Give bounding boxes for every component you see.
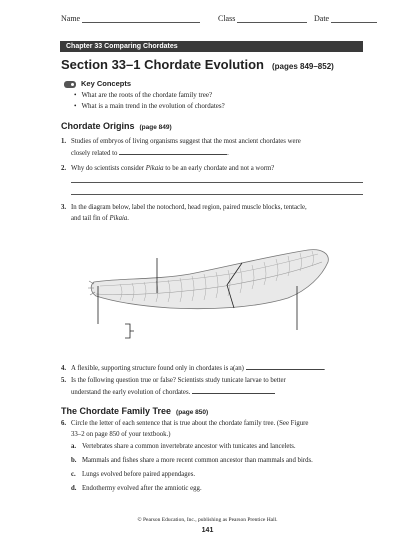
section-title (61, 57, 334, 72)
q4-text: A flexible, supporting structure found only in chordates is a(an) (71, 365, 244, 372)
key-concept-item: • What are the roots of the chordate family tree? (74, 91, 212, 99)
family-heading (61, 406, 208, 416)
question-1 (61, 136, 366, 159)
option-letter[interactable]: c. (71, 471, 76, 478)
family-pages: (page 850) (176, 409, 209, 416)
date-label: Date (314, 14, 330, 23)
section-title-text: Section 33–1 Chordate Evolution (61, 57, 264, 72)
pikaia-body (88, 250, 328, 309)
q3-text-2b: . (127, 215, 129, 222)
name-field (61, 14, 200, 23)
key-concepts-label: Key Concepts (81, 79, 132, 88)
q5-text-2: understand the early evolution of chordates. (71, 389, 191, 396)
q6-option-b[interactable] (71, 457, 313, 464)
q6-text-1: Circle the letter of each sentence that is true about the chordate family tree. (See Figure (71, 420, 309, 427)
q5-answer-blank[interactable] (192, 386, 275, 394)
q6-text-2: 33–2 on page 850 of your textbook.) (71, 431, 171, 438)
q1-end: . (227, 150, 229, 157)
date-blank[interactable] (331, 14, 377, 23)
origins-title: Chordate Origins (61, 121, 135, 131)
q1-text-1: Studies of embryos of living organisms suggest that the most ancient chordates were (71, 138, 301, 145)
q1-text-2: closely related to (71, 150, 118, 157)
q4-number: 4. (61, 365, 67, 372)
key-icon (64, 81, 76, 88)
option-letter[interactable]: d. (71, 485, 77, 492)
q4-end: . (323, 365, 326, 372)
key-concepts-heading (64, 79, 131, 88)
q5-number: 5. (61, 377, 67, 384)
family-title: The Chordate Family Tree (61, 406, 172, 416)
q2-answer-line-1[interactable] (71, 182, 363, 183)
q6-option-a[interactable] (71, 443, 296, 450)
option-text: Lungs evolved before paired appendages. (82, 471, 196, 478)
q2-text-b: to be an early chordate and not a worm? (163, 165, 275, 172)
option-text: Vertebrates share a common invertebrate ancestor with tunicates and lancelets. (82, 443, 296, 450)
chapter-banner: Chapter 33 Comparing Chordates (60, 41, 363, 52)
question-3 (61, 202, 366, 224)
q6-number: 6. (61, 420, 67, 427)
q2-number: 2. (61, 165, 67, 172)
q2-answer-line-2[interactable] (71, 194, 363, 195)
page-number: 141 (201, 527, 214, 534)
question-2 (61, 163, 366, 174)
class-blank[interactable] (237, 14, 307, 23)
date-field (314, 14, 377, 23)
question-4 (61, 362, 366, 374)
q3-number: 3. (61, 204, 67, 211)
origins-pages: (page 849) (139, 124, 172, 131)
name-label: Name (61, 14, 81, 23)
q4-answer-blank[interactable] (246, 362, 324, 370)
q3-text-2a: and tail fin of (71, 215, 110, 222)
q1-number: 1. (61, 138, 67, 145)
option-letter[interactable]: a. (71, 443, 77, 450)
q6-option-c[interactable] (71, 471, 195, 478)
pointer-tentacle-bracket (125, 324, 134, 338)
section-pages: (pages 849–852) (272, 62, 334, 71)
q3-italic: Pikaia (109, 215, 128, 222)
question-6 (61, 418, 366, 440)
q2-text-a: Why do scientists consider (71, 165, 146, 172)
key-concept-item: • What is a main trend in the evolution of chordates? (74, 102, 225, 110)
class-field (218, 14, 307, 23)
option-text: Mammals and fishes share a more recent common ancestor than mammals and birds. (82, 457, 313, 464)
name-blank[interactable] (82, 14, 200, 23)
q6-option-d[interactable] (71, 485, 202, 492)
q5-text-1: Is the following question true or false? Scientists study tunicate larvae to better (71, 377, 286, 384)
option-text: Endothermy evolved after the amniotic egg. (82, 485, 202, 492)
q1-answer-blank[interactable] (119, 147, 227, 155)
copyright-footer: © Pearson Education, Inc., publishing as Pearson Prentice Hall. (137, 517, 278, 523)
origins-heading (61, 121, 172, 131)
pikaia-diagram (60, 238, 370, 348)
option-letter[interactable]: b. (71, 457, 77, 464)
class-label: Class (218, 14, 236, 23)
q3-text-1: In the diagram below, label the notochord, head region, paired muscle blocks, tentacle, (71, 204, 307, 211)
question-5 (61, 375, 366, 398)
q2-italic: Pikaia (145, 165, 164, 172)
